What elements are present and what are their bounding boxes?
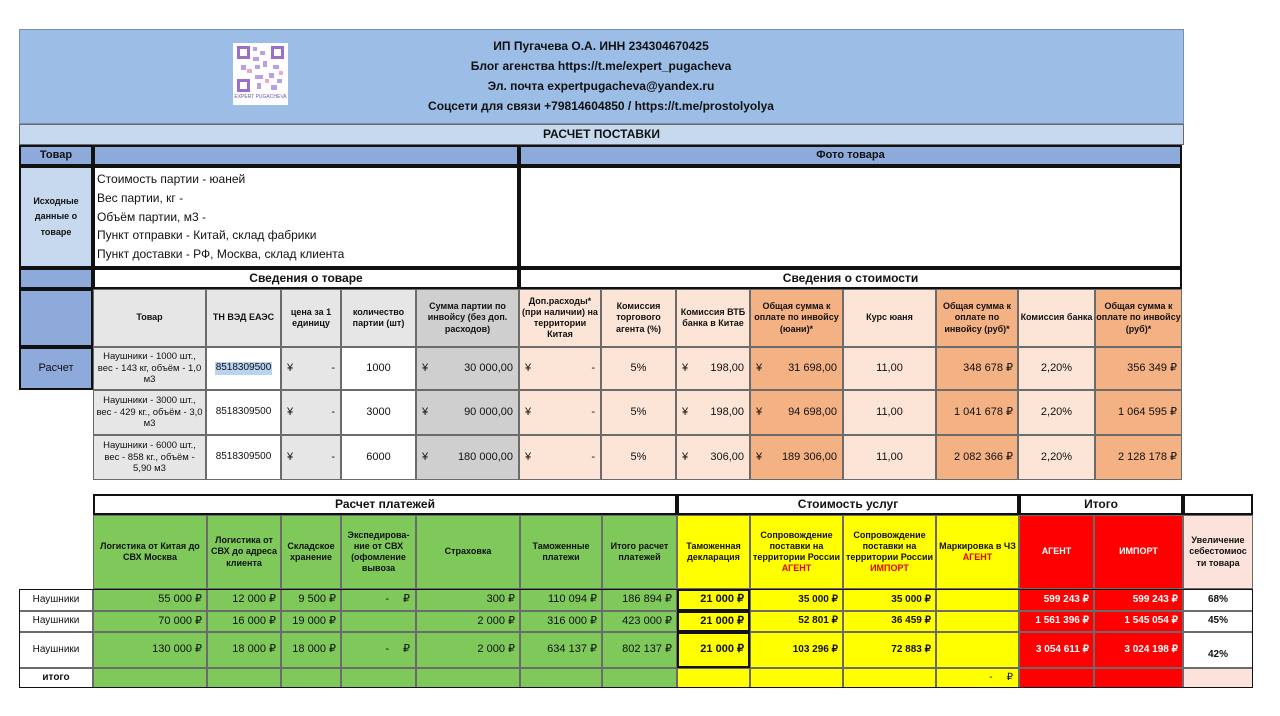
th-logistics-svh: Логистика от СВХ до адреса клиента bbox=[207, 515, 281, 589]
th-extra-costs: Доп.расходы* (при наличии) на территории Китая bbox=[519, 289, 601, 347]
hs-code-text: 8518309500 bbox=[215, 362, 272, 374]
th-declaration: Таможенная декларация bbox=[677, 515, 750, 589]
declaration-cell: 21 000 ₽ bbox=[677, 632, 750, 668]
insurance-cell: 2 000 ₽ bbox=[416, 632, 520, 668]
th-cost-increase: Увеличение себестомиос ти товара bbox=[1183, 515, 1253, 589]
payments-total-cell: 423 000 ₽ bbox=[602, 611, 677, 632]
th-escort-import bbox=[843, 515, 936, 589]
escort-import-cell: 36 459 ₽ bbox=[843, 611, 936, 632]
declaration-cell: 21 000 ₽ bbox=[677, 611, 750, 632]
initial-line: Вес партии, кг - bbox=[97, 190, 184, 205]
totals-declaration bbox=[677, 668, 750, 688]
initial-data-label-text: Исходные данные о товаре bbox=[33, 196, 79, 237]
th-vtb-fee: Комиссия ВТБ банка в Китае bbox=[676, 289, 750, 347]
rate-cell: 11,00 bbox=[843, 347, 936, 390]
section-tovar-label: Товар bbox=[19, 145, 93, 166]
hs-code-cell[interactable] bbox=[206, 347, 281, 390]
total-rub-final-cell: 1 064 595 ₽ bbox=[1095, 390, 1182, 435]
storage-cell: 9 500 ₽ bbox=[281, 589, 341, 611]
extra-cell bbox=[519, 347, 601, 390]
unit-price-cell bbox=[281, 435, 341, 480]
unit-price-cell bbox=[281, 347, 341, 390]
forwarding-cell bbox=[341, 589, 416, 611]
currency: ₽ bbox=[403, 643, 410, 656]
agent-pct-cell: 5% bbox=[601, 347, 676, 390]
value: 198,00 bbox=[710, 405, 744, 418]
header-line-1: ИП Пугачева О.А. ИНН 234304670425 bbox=[493, 39, 709, 53]
totals-logistics-china bbox=[93, 668, 207, 688]
total-title: Итого bbox=[1019, 494, 1183, 515]
payments-title: Расчет платежей bbox=[93, 494, 677, 515]
qr-caption: EXPERT PUGACHEVA bbox=[234, 94, 287, 100]
agent-total-cell: 3 054 611 ₽ bbox=[1019, 632, 1094, 668]
qty-cell: 6000 bbox=[341, 435, 416, 480]
currency: ¥ bbox=[756, 405, 763, 418]
bank-pct-cell: 2,20% bbox=[1018, 435, 1095, 480]
totals-import bbox=[1094, 668, 1183, 688]
logistics-china-cell: 55 000 ₽ bbox=[93, 589, 207, 611]
totals-agent bbox=[1019, 668, 1094, 688]
total-rub-cell: 2 082 366 ₽ bbox=[936, 435, 1018, 480]
currency: ¥ bbox=[525, 361, 532, 374]
goods-info-title: Сведения о товаре bbox=[93, 268, 519, 289]
bank-pct-cell: 2,20% bbox=[1018, 347, 1095, 390]
payments-total-cell: 802 137 ₽ bbox=[602, 632, 677, 668]
initial-data-label bbox=[19, 166, 93, 268]
currency: ¥ bbox=[287, 361, 294, 374]
marking-cell bbox=[936, 632, 1019, 668]
escort-import-cell: 35 000 ₽ bbox=[843, 589, 936, 611]
header-line-4: Соцсети для связи +79814604850 / https://t.me/prostolyolya bbox=[428, 99, 774, 113]
photo-area bbox=[519, 166, 1182, 268]
totals-marking bbox=[936, 668, 1019, 688]
product-cell: Наушники - 3000 шт., вес - 429 кг., объём - 3,0 м3 bbox=[93, 390, 206, 435]
currency: ¥ bbox=[756, 450, 763, 463]
value: 306,00 bbox=[710, 450, 744, 463]
th-import-total: ИМПОРТ bbox=[1094, 515, 1183, 589]
marking-cell bbox=[936, 611, 1019, 632]
agent-pct-cell: 5% bbox=[601, 435, 676, 480]
value: - bbox=[331, 450, 335, 463]
customs-cell: 634 137 ₽ bbox=[520, 632, 602, 668]
total-cny-cell bbox=[750, 390, 843, 435]
logistics-china-cell: 70 000 ₽ bbox=[93, 611, 207, 632]
currency: ¥ bbox=[422, 361, 429, 374]
th-hs-code: ТН ВЭД ЕАЭС bbox=[206, 289, 281, 347]
th-storage: Складское хранение bbox=[281, 515, 341, 589]
value: - bbox=[331, 405, 335, 418]
escort-agent-cell: 35 000 ₽ bbox=[750, 589, 843, 611]
escort-agent-text: Сопровождение поставки на территории России bbox=[752, 529, 841, 562]
th-agent-total: АГЕНТ bbox=[1019, 515, 1094, 589]
th-agent-fee: Комиссия торгового агента (%) bbox=[601, 289, 676, 347]
value: 189 306,00 bbox=[781, 450, 837, 463]
value: 198,00 bbox=[710, 361, 744, 374]
total-rub-cell: 1 041 678 ₽ bbox=[936, 390, 1018, 435]
value: - bbox=[385, 643, 389, 656]
services-title: Стоимость услуг bbox=[677, 494, 1019, 515]
escort-import-text: Сопровождение поставки на территории России bbox=[845, 529, 934, 562]
qty-cell: 1000 bbox=[341, 347, 416, 390]
currency: ¥ bbox=[682, 405, 689, 418]
total-cny-cell bbox=[750, 347, 843, 390]
logistics-svh-cell: 18 000 ₽ bbox=[207, 632, 281, 668]
section-tovar-bar bbox=[93, 145, 519, 166]
value: 94 698,00 bbox=[788, 405, 837, 418]
th-customs: Таможенные платежи bbox=[520, 515, 602, 589]
escort-agent-cell: 103 296 ₽ bbox=[750, 632, 843, 668]
th-logistics-china: Логистика от Китая до СВХ Москва bbox=[93, 515, 207, 589]
currency: ¥ bbox=[525, 405, 532, 418]
invoice-sum-cell bbox=[416, 435, 519, 480]
extra-cell bbox=[519, 390, 601, 435]
value: 180 000,00 bbox=[457, 450, 513, 463]
rate-cell: 11,00 bbox=[843, 435, 936, 480]
th-total-cny: Общая сумма к оплате по инвойсу (юани)* bbox=[750, 289, 843, 347]
vtb-cell bbox=[676, 390, 750, 435]
bank-pct-cell: 2,20% bbox=[1018, 390, 1095, 435]
value: 31 698,00 bbox=[788, 361, 837, 374]
vtb-cell bbox=[676, 435, 750, 480]
th-total-rub: Общая сумма к оплате по инвойсу (руб)* bbox=[936, 289, 1018, 347]
header-line-2: Блог агенства https://t.me/expert_pugacheva bbox=[470, 59, 732, 73]
marking-cell bbox=[936, 589, 1019, 611]
currency: ¥ bbox=[682, 361, 689, 374]
blank-left-title bbox=[19, 268, 93, 289]
th-insurance: Страховка bbox=[416, 515, 520, 589]
th-escort-agent bbox=[750, 515, 843, 589]
initial-line: Объём партии, м3 - bbox=[97, 209, 206, 224]
rate-cell: 11,00 bbox=[843, 390, 936, 435]
page-title: РАСЧЕТ ПОСТАВКИ bbox=[19, 124, 1184, 145]
value: - bbox=[385, 593, 389, 606]
currency: ₽ bbox=[403, 593, 410, 606]
logistics-svh-cell: 12 000 ₽ bbox=[207, 589, 281, 611]
currency: ¥ bbox=[287, 405, 294, 418]
th-product: Товар bbox=[93, 289, 206, 347]
total-rub-final-cell: 2 128 178 ₽ bbox=[1095, 435, 1182, 480]
totals-escort-import bbox=[843, 668, 936, 688]
value: 30 000,00 bbox=[464, 361, 513, 374]
marking-tag: АГЕНТ bbox=[962, 552, 993, 562]
totals-increase bbox=[1183, 668, 1253, 688]
extra-cell bbox=[519, 435, 601, 480]
escort-import-tag: ИМПОРТ bbox=[870, 563, 909, 574]
totals-logistics-svh bbox=[207, 668, 281, 688]
increase-title-blank bbox=[1183, 494, 1253, 515]
totals-insurance bbox=[416, 668, 520, 688]
cost-info-title: Сведения о стоимости bbox=[519, 268, 1182, 289]
totals-forwarding bbox=[341, 668, 416, 688]
hs-code-cell[interactable]: 8518309500 bbox=[206, 390, 281, 435]
th-bank-fee: Комиссия банка bbox=[1018, 289, 1095, 347]
totals-customs bbox=[520, 668, 602, 688]
declaration-cell: 21 000 ₽ bbox=[677, 589, 750, 611]
vtb-cell bbox=[676, 347, 750, 390]
totals-escort-agent bbox=[750, 668, 843, 688]
total-rub-cell: 348 678 ₽ bbox=[936, 347, 1018, 390]
marking-text: Маркировка в ЧЗ bbox=[939, 540, 1016, 551]
initial-line: Пункт отправки - Китай, склад фабрики bbox=[97, 228, 317, 243]
header-line-3: Эл. почта expertpugacheva@yandex.ru bbox=[487, 79, 715, 93]
customs-cell: 316 000 ₽ bbox=[520, 611, 602, 632]
storage-cell: 19 000 ₽ bbox=[281, 611, 341, 632]
forwarding-cell bbox=[341, 632, 416, 668]
initial-line: Пункт доставки - РФ, Москва, склад клиента bbox=[97, 247, 345, 262]
currency: ¥ bbox=[682, 450, 689, 463]
invoice-sum-cell bbox=[416, 347, 519, 390]
product-cell: Наушники - 1000 шт., вес - 143 кг, объём - 1,0 м3 bbox=[93, 347, 206, 390]
insurance-cell: 300 ₽ bbox=[416, 589, 520, 611]
currency: ¥ bbox=[287, 450, 294, 463]
product-cell: Наушники - 6000 шт., вес - 858 кг., объём - 5,90 м3 bbox=[93, 435, 206, 480]
currency: ¥ bbox=[756, 361, 763, 374]
totals-storage bbox=[281, 668, 341, 688]
total-cny-cell bbox=[750, 435, 843, 480]
value: - bbox=[989, 671, 993, 683]
bottom-row-name: Наушники bbox=[19, 632, 93, 668]
bottom-row-name: Наушники bbox=[19, 589, 93, 611]
calc-header-blank bbox=[19, 289, 93, 347]
agent-total-cell: 599 243 ₽ bbox=[1019, 589, 1094, 611]
th-payments-total: Итого расчет платежей bbox=[602, 515, 677, 589]
storage-cell: 18 000 ₽ bbox=[281, 632, 341, 668]
import-total-cell: 1 545 054 ₽ bbox=[1094, 611, 1183, 632]
import-total-cell: 599 243 ₽ bbox=[1094, 589, 1183, 611]
value: - bbox=[591, 361, 595, 374]
th-invoice-sum: Сумма партии по инвойсу (без доп. расходов) bbox=[416, 289, 519, 347]
currency: ¥ bbox=[525, 450, 532, 463]
th-yuan-rate: Курс юаня bbox=[843, 289, 936, 347]
import-total-cell: 3 024 198 ₽ bbox=[1094, 632, 1183, 668]
initial-data-box bbox=[93, 166, 519, 268]
th-unit-price: цена за 1 единицу bbox=[281, 289, 341, 347]
qty-cell: 3000 bbox=[341, 390, 416, 435]
agent-pct-cell: 5% bbox=[601, 390, 676, 435]
value: 90 000,00 bbox=[464, 405, 513, 418]
unit-price-cell bbox=[281, 390, 341, 435]
currency: ¥ bbox=[422, 450, 429, 463]
escort-agent-cell: 52 801 ₽ bbox=[750, 611, 843, 632]
bottom-row-name: Наушники bbox=[19, 611, 93, 632]
forwarding-cell bbox=[341, 611, 416, 632]
value: - bbox=[591, 450, 595, 463]
total-rub-final-cell: 356 349 ₽ bbox=[1095, 347, 1182, 390]
th-quantity: количество партии (шт) bbox=[341, 289, 416, 347]
increase-cell: 42% bbox=[1183, 632, 1253, 668]
th-forwarding: Экспедирова-ние от СВХ (офомление вывоза bbox=[341, 515, 416, 589]
payments-total-cell: 186 894 ₽ bbox=[602, 589, 677, 611]
logistics-svh-cell: 16 000 ₽ bbox=[207, 611, 281, 632]
currency: ¥ bbox=[422, 405, 429, 418]
escort-agent-tag: АГЕНТ bbox=[781, 563, 812, 574]
value: - bbox=[591, 405, 595, 418]
calc-label: Расчет bbox=[19, 347, 93, 390]
invoice-sum-cell bbox=[416, 390, 519, 435]
agent-total-cell: 1 561 396 ₽ bbox=[1019, 611, 1094, 632]
th-marking bbox=[936, 515, 1019, 589]
totals-payments bbox=[602, 668, 677, 688]
escort-import-cell: 72 883 ₽ bbox=[843, 632, 936, 668]
increase-cell: 68% bbox=[1183, 589, 1253, 611]
hs-code-cell[interactable]: 8518309500 bbox=[206, 435, 281, 480]
increase-cell: 45% bbox=[1183, 611, 1253, 632]
th-total-rub-final: Общая сумма к оплате по инвойсу (руб)* bbox=[1095, 289, 1182, 347]
initial-line: Стоимость партии - юаней bbox=[97, 172, 246, 186]
section-photo-title: Фото товара bbox=[519, 145, 1182, 166]
currency: ₽ bbox=[1006, 671, 1013, 683]
logistics-china-cell: 130 000 ₽ bbox=[93, 632, 207, 668]
insurance-cell: 2 000 ₽ bbox=[416, 611, 520, 632]
totals-row-name: итого bbox=[19, 668, 93, 688]
customs-cell: 110 094 ₽ bbox=[520, 589, 602, 611]
value: - bbox=[331, 361, 335, 374]
